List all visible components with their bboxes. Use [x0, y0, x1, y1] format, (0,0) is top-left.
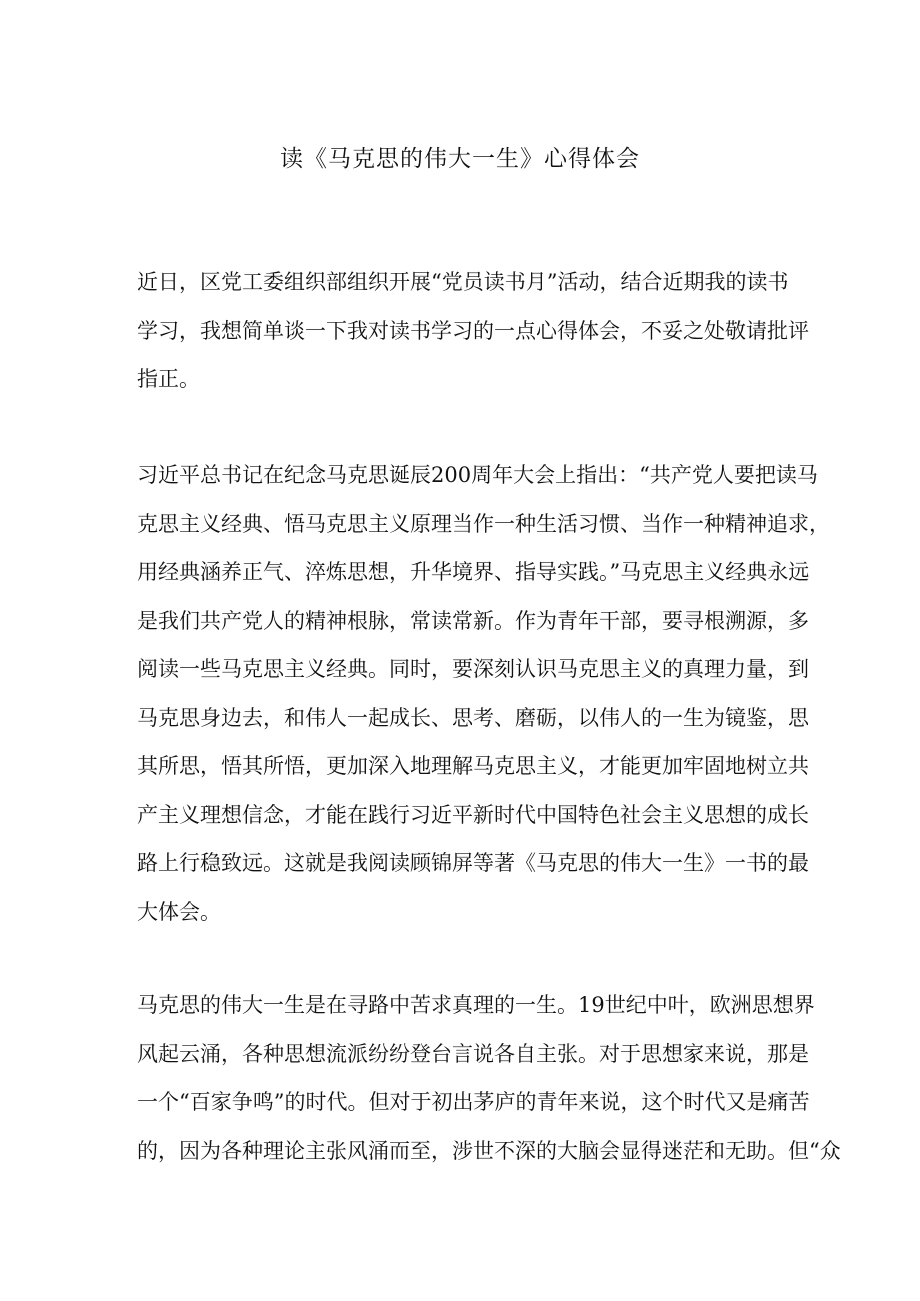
paragraph-line: 指正。: [137, 367, 200, 391]
paragraph-line: 阅读一些马克思主义经典。同时，要深刻认识马克思主义的真理力量，到: [137, 657, 809, 681]
paragraph-line: 路上行稳致远。这就是我阅读顾锦屏等著《马克思的伟大一生》一书的最: [137, 851, 809, 875]
paragraph-line: 的，因为各种理论主张风涌而至，涉世不深的大脑会显得迷茫和无助。但“众: [137, 1138, 841, 1163]
paragraph-line: 用经典涵养正气、淬炼思想，升华境界、指导实践。”马克思主义经典永远: [137, 560, 810, 584]
paragraph-marx-life: [137, 981, 841, 1175]
paragraph-line: 近日，区党工委组织部组织开展“党员读书月”活动，结合近期我的读书: [137, 270, 789, 294]
paragraph-line: 学习，我想简单谈一下我对读书学习的一点心得体会，不妥之处敬请批评: [137, 318, 809, 343]
paragraph-line: 是我们共产党人的精神根脉，常读常新。作为青年干部，要寻根溯源，多: [137, 608, 809, 633]
paragraph-xi-quote: [137, 451, 830, 936]
paragraph-line: 其所思，悟其所悟，更加深入地理解马克思主义，才能更加牢固地树立共: [137, 754, 809, 778]
paragraph-line: 风起云涌，各种思想流派纷纷登台言说各自主张。对于思想家来说，那是: [137, 1041, 809, 1066]
paragraph-line: 马克思的伟大一生是在寻路中苦求真理的一生。19世纪中叶，欧洲思想界: [137, 993, 815, 1017]
paragraph-line: 产主义理想信念，才能在践行习近平新时代中国特色社会主义思想的成长: [137, 802, 809, 827]
paragraph-line: 一个“百家争鸣”的时代。但对于初出茅庐的青年来说，这个时代又是痛苦: [137, 1090, 810, 1114]
paragraph-line: 马克思身边去，和伟人一起成长、思考、磨砺，以伟人的一生为镜鉴，思: [137, 705, 809, 730]
paragraph-line: 习近平总书记在纪念马克思诞辰200周年大会上指出：“共产党人要把读马: [137, 463, 818, 487]
paragraph-line: 大体会。: [137, 899, 221, 924]
paragraph-intro: [137, 258, 809, 404]
paragraph-line: 克思主义经典、悟马克思主义原理当作一种生活习惯、当作一种精神追求，: [137, 511, 830, 536]
document-title: 读《马克思的伟大一生》心得体会: [280, 146, 640, 172]
